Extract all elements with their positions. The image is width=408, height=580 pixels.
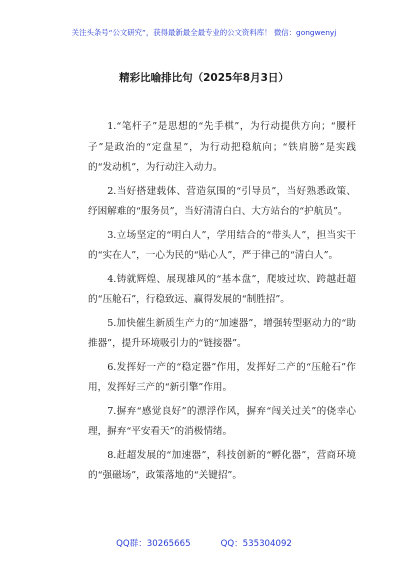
paragraph-7: 7.摒弃“感觉良好”的漂浮作风，摒弃“闯关过关”的侥幸心理，摒弃“平安看天”的消极情绪。 xyxy=(88,405,356,437)
document-title: 精彩比喻排比句（2025年8月3日） xyxy=(119,72,289,84)
document-body xyxy=(88,117,356,490)
paragraph-8: 8.赶超发展的“加速器”，科技创新的“孵化器”，营商环境的“强磁场”，政策落地的“关键招”。 xyxy=(88,449,356,481)
paragraph-2: 2.当好搭建载体、营造氛围的“引导员”，当好熟悉政策、纾困解难的“服务员”，当好清清白白、大方站台的“护航员”。 xyxy=(88,185,356,217)
footer-contact xyxy=(0,537,408,549)
paragraph-4: 4.铸就辉煌、展现雄风的“基本盘”，爬坡过坎、跨越赶超的“压舱石”，行稳致远、赢得发展的“制胜招”。 xyxy=(88,273,356,305)
footer-qq-group: QQ群：30265665 xyxy=(116,539,191,549)
paragraph-6: 6.发挥好一产的“稳定器”作用，发挥好二产的“压舱石”作用，发挥好三产的“新引擎”作用。 xyxy=(88,361,356,393)
paragraph-5: 5.加快催生新质生产力的“加速器”，增强转型驱动力的“助推器”，提升环境吸引力的“链接器”。 xyxy=(88,317,356,349)
paragraph-3: 3.立场坚定的“明白人”，学用结合的“带头人”，担当实干的“实在人”，一心为民的“贴心人”，严于律己的“清白人”。 xyxy=(88,229,356,261)
header-promo-note: 关注头条号“公文研究”，获得最新最全最专业的公文资料库！ 微信：gongwenyj xyxy=(71,28,337,37)
footer-qq-number: QQ：535304092 xyxy=(220,539,292,549)
paragraph-1: 1.“笔杆子”是思想的“先手棋”，为行动提供方向；“腰杆子”是政治的“定盘星”，为行动把稳航向；“铁肩膀”是实践的“发动机”，为行动注入动力。 xyxy=(88,121,356,173)
